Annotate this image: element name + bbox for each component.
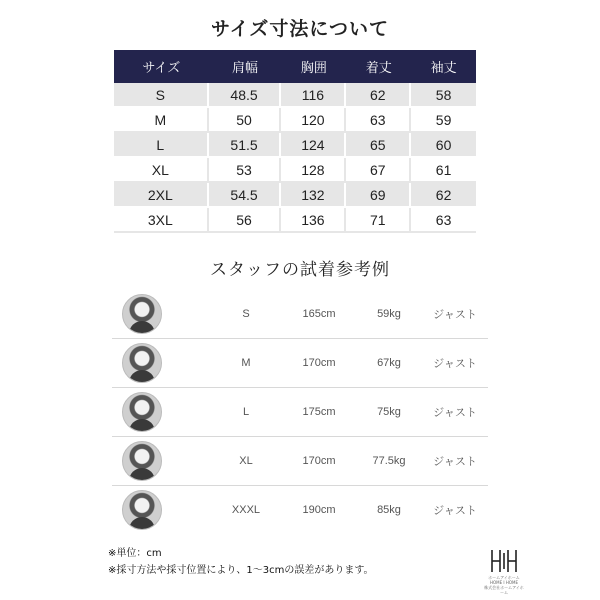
avatar: [122, 294, 162, 334]
page-title: サイズ寸法について: [210, 18, 390, 40]
avatar: [122, 441, 162, 481]
staff-height: 170cm: [302, 357, 336, 369]
header-shoulder: 肩幅: [209, 50, 282, 83]
staff-size: XXXL: [231, 504, 261, 516]
table-cell: 59: [411, 108, 476, 133]
logo-line: ホームアイホーム: [488, 575, 520, 580]
staff-fit: ジャスト: [433, 308, 477, 321]
table-cell: 63: [411, 208, 476, 233]
staff-fit: ジャスト: [433, 357, 477, 370]
table-row: [114, 133, 476, 158]
avatar: [122, 392, 162, 432]
header-chest: 胸囲: [281, 50, 346, 83]
table-cell: 65: [346, 133, 411, 158]
table-row: [114, 183, 476, 208]
staff-size: XL: [239, 455, 253, 467]
avatar: [122, 490, 162, 530]
table-cell: 2XL: [114, 183, 209, 208]
note-measurement-error: ※採寸方法や採寸位置により、1～3cmの誤差があります。: [108, 565, 374, 576]
table-cell: 63: [346, 108, 411, 133]
staff-fit: ジャスト: [433, 406, 477, 419]
logo-line: HOME I HOME: [490, 580, 518, 585]
logo-line: 株式会社ホームアイホーム: [484, 585, 524, 595]
staff-height: 170cm: [302, 455, 336, 467]
staff-size: L: [242, 406, 250, 418]
note-unit: ※単位：cm: [108, 548, 162, 559]
brand-logo-mark-icon: [489, 547, 519, 575]
table-cell: L: [114, 133, 209, 158]
staff-size: M: [241, 357, 251, 369]
staff-row: [112, 486, 488, 534]
table-cell: 116: [281, 83, 346, 108]
table-cell: 67: [346, 158, 411, 183]
table-cell: 62: [346, 83, 411, 108]
table-row: [114, 208, 476, 233]
staff-row: [112, 437, 488, 486]
header-sleeve: 袖丈: [411, 50, 476, 83]
table-cell: 71: [346, 208, 411, 233]
table-row: [114, 158, 476, 183]
header-size: サイズ: [114, 50, 209, 83]
table-cell: 51.5: [209, 133, 282, 158]
table-cell: 60: [411, 133, 476, 158]
avatar: [122, 343, 162, 383]
table-cell: 69: [346, 183, 411, 208]
staff-weight: 85kg: [377, 504, 401, 516]
table-row: [114, 108, 476, 133]
staff-height: 175cm: [302, 406, 336, 418]
staff-row: [112, 339, 488, 388]
staff-row: [112, 388, 488, 437]
staff-section-title: スタッフの試着参考例: [210, 260, 390, 280]
table-cell: 3XL: [114, 208, 209, 233]
staff-fit: ジャスト: [433, 455, 477, 468]
table-cell: 58: [411, 83, 476, 108]
table-cell: XL: [114, 158, 209, 183]
staff-row: [112, 290, 488, 339]
size-table-header: [114, 50, 476, 83]
table-cell: 50: [209, 108, 282, 133]
table-cell: 128: [281, 158, 346, 183]
staff-size: S: [242, 308, 250, 320]
header-length: 着丈: [346, 50, 411, 83]
table-cell: 61: [411, 158, 476, 183]
table-cell: 120: [281, 108, 346, 133]
table-cell: 54.5: [209, 183, 282, 208]
staff-weight: 59kg: [377, 308, 401, 320]
staff-weight: 77.5kg: [372, 455, 406, 467]
staff-height: 190cm: [302, 504, 336, 516]
table-cell: 136: [281, 208, 346, 233]
brand-logo: [484, 547, 524, 595]
table-row: [114, 83, 476, 108]
table-cell: M: [114, 108, 209, 133]
size-table: [114, 50, 476, 233]
staff-weight: 67kg: [377, 357, 401, 369]
staff-fit: ジャスト: [433, 504, 477, 517]
table-cell: 132: [281, 183, 346, 208]
table-cell: S: [114, 83, 209, 108]
notes: [108, 545, 374, 579]
table-cell: 53: [209, 158, 282, 183]
table-cell: 62: [411, 183, 476, 208]
staff-list: [112, 290, 488, 534]
table-cell: 48.5: [209, 83, 282, 108]
staff-weight: 75kg: [377, 406, 401, 418]
table-cell: 124: [281, 133, 346, 158]
staff-height: 165cm: [302, 308, 336, 320]
table-cell: 56: [209, 208, 282, 233]
